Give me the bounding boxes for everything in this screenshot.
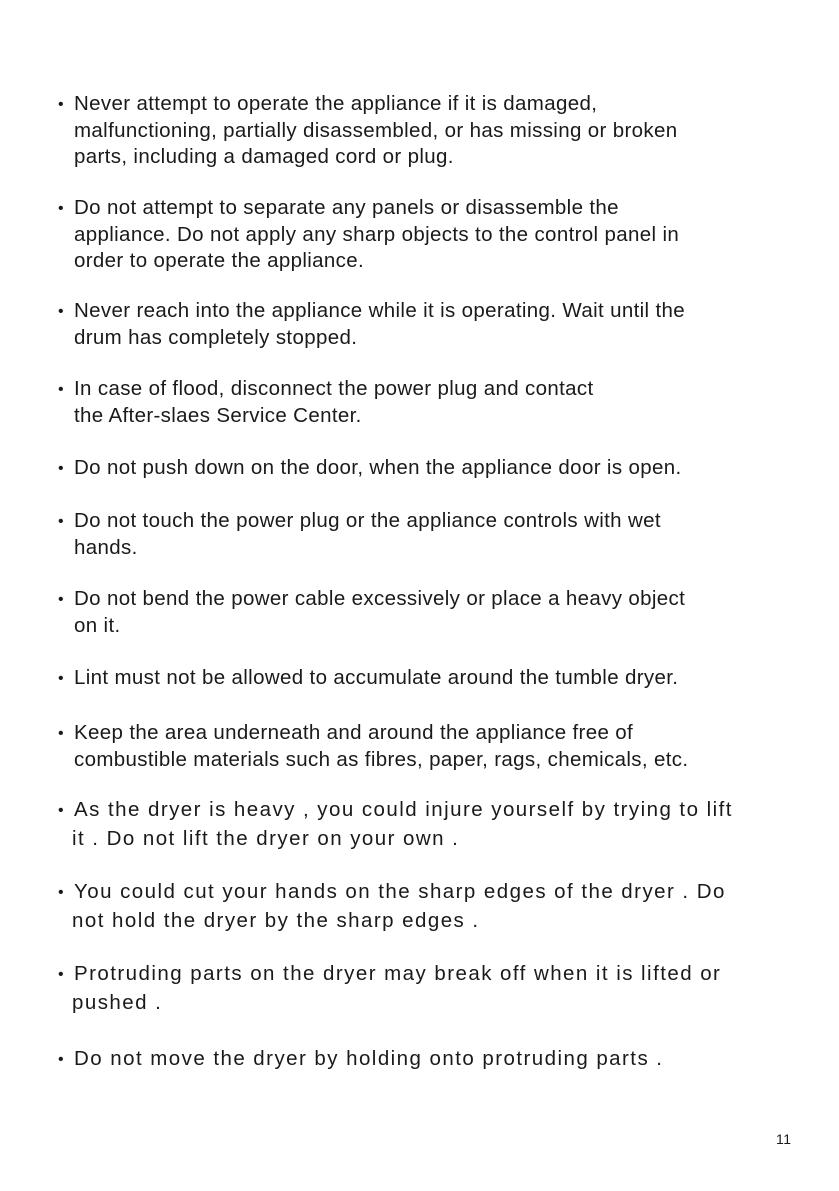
- bullet-text: Never reach into the appliance while it is operating. Wait until the: [74, 299, 686, 322]
- bullet-line: pushed .: [72, 991, 163, 1014]
- bullet-line: [58, 195, 798, 222]
- bullet-item: [58, 878, 798, 935]
- bullet-dot: •: [58, 591, 64, 608]
- bullet-text: You could cut your hands on the sharp edges of the dryer . Do: [74, 880, 726, 903]
- bullet-line: [58, 796, 798, 825]
- bullet-dot: •: [58, 725, 64, 742]
- bullet-item: [58, 665, 798, 692]
- bullet-line: parts, including a damaged cord or plug.: [74, 145, 454, 168]
- bullet-line: [58, 665, 798, 692]
- bullet-dot: •: [58, 200, 64, 217]
- bullet-line: [58, 91, 798, 118]
- bullet-line: not hold the dryer by the sharp edges .: [72, 909, 480, 932]
- bullet-line: [58, 1045, 798, 1074]
- bullet-item: [58, 960, 798, 1017]
- bullet-item: [58, 586, 798, 639]
- bullet-line: [58, 455, 798, 482]
- bullet-line: [58, 508, 798, 535]
- bullet-line: it . Do not lift the dryer on your own .: [72, 827, 460, 850]
- bullet-dot: •: [58, 303, 64, 320]
- bullet-text: Do not touch the power plug or the appliance controls with wet: [74, 509, 661, 532]
- bullet-dot: •: [58, 513, 64, 530]
- bullet-text: As the dryer is heavy , you could injure yourself by trying to lift: [74, 798, 733, 821]
- bullet-dot: •: [58, 96, 64, 113]
- bullet-text: Lint must not be allowed to accumulate around the tumble dryer.: [74, 666, 679, 689]
- bullet-line: [58, 298, 798, 325]
- bullet-dot: •: [58, 381, 64, 398]
- bullet-line: [58, 376, 798, 403]
- bullet-item: [58, 508, 798, 561]
- bullet-text: Protruding parts on the dryer may break off when it is lifted or: [74, 962, 722, 985]
- bullet-dot: •: [58, 1051, 66, 1068]
- bullet-line: order to operate the appliance.: [74, 249, 365, 272]
- bullet-text: Do not push down on the door, when the appliance door is open.: [74, 456, 682, 479]
- bullet-text: Never attempt to operate the appliance if it is damaged,: [74, 92, 598, 115]
- bullet-line: [58, 720, 798, 747]
- bullet-item: [58, 1045, 798, 1074]
- bullet-line: [58, 586, 798, 613]
- bullet-dot: •: [58, 966, 66, 983]
- bullet-line: appliance. Do not apply any sharp objects to the control panel in: [74, 223, 680, 246]
- bullet-text: Do not move the dryer by holding onto protruding parts .: [74, 1047, 664, 1070]
- bullet-line: hands.: [74, 536, 138, 559]
- bullet-line: on it.: [74, 614, 121, 637]
- bullet-dot: •: [58, 802, 66, 819]
- bullet-dot: •: [58, 670, 64, 687]
- bullet-line: [58, 878, 798, 907]
- bullet-line: combustible materials such as fibres, paper, rags, chemicals, etc.: [74, 748, 689, 771]
- bullet-line: [58, 960, 798, 989]
- bullet-dot: •: [58, 884, 66, 901]
- bullet-item: [58, 376, 798, 429]
- bullet-line: malfunctioning, partially disassembled, or has missing or broken: [74, 119, 678, 142]
- bullet-text: Do not attempt to separate any panels or disassemble the: [74, 196, 619, 219]
- bullet-item: [58, 455, 798, 482]
- bullet-item: [58, 298, 798, 351]
- bullet-item: [58, 195, 798, 274]
- bullet-text: Do not bend the power cable excessively or place a heavy object: [74, 587, 686, 610]
- bullet-item: [58, 796, 798, 853]
- page-number: 11: [776, 1131, 792, 1147]
- bullet-text: Keep the area underneath and around the appliance free of: [74, 721, 634, 744]
- bullet-text: In case of flood, disconnect the power plug and contact: [74, 377, 594, 400]
- bullet-line: drum has completely stopped.: [74, 326, 358, 349]
- bullet-line: the After-slaes Service Center.: [74, 404, 362, 427]
- bullet-dot: •: [58, 460, 64, 477]
- bullet-item: [58, 91, 798, 170]
- bullet-item: [58, 720, 798, 773]
